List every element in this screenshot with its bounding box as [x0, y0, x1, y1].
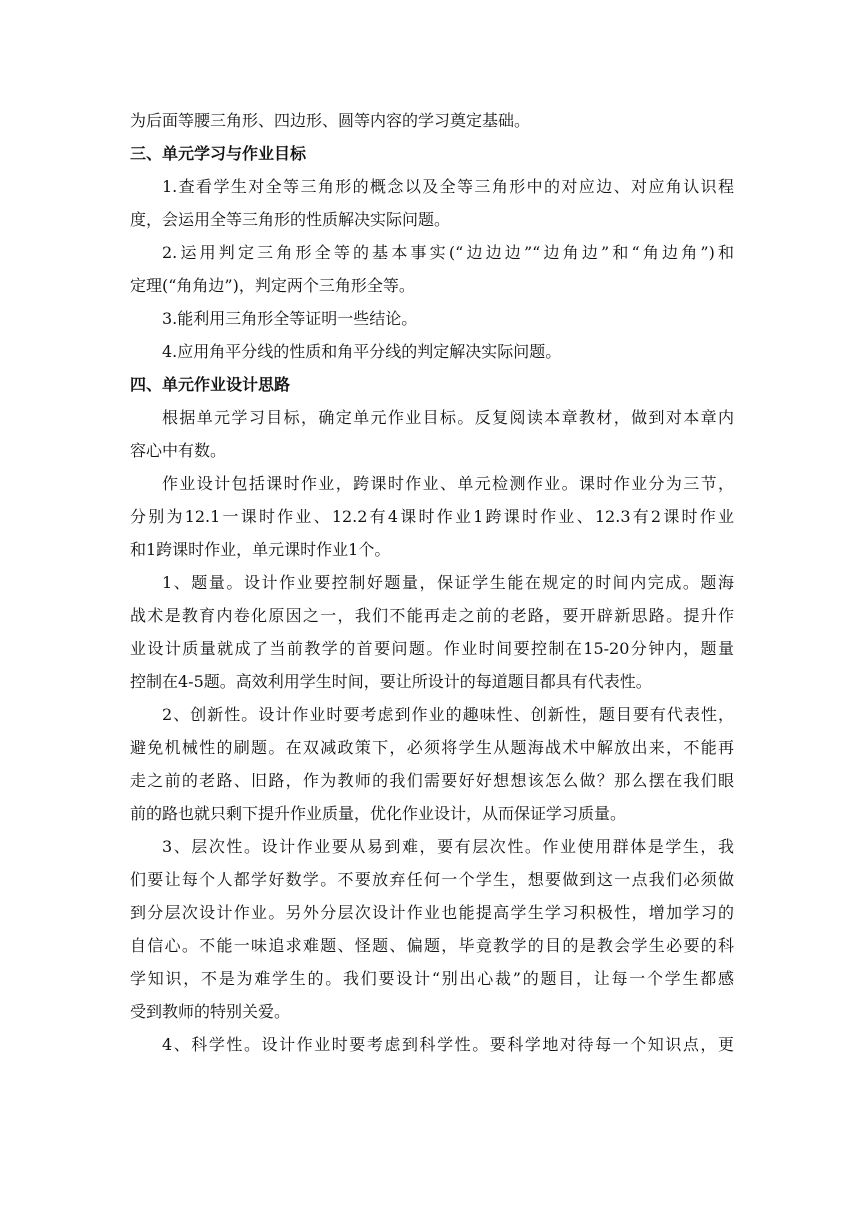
- paragraph-line: 3.能利用三角形全等证明一些结论。: [162, 309, 418, 328]
- paragraph-line: 战术是教育内卷化原因之一，我们不能再走之前的老路，要开辟新思路。提升作: [130, 606, 734, 625]
- paragraph-line: 和1跨课时作业，单元课时作业1个。: [130, 540, 391, 559]
- paragraph-line: 控制在4-5题。高效利用学生时间，要让所设计的每道题目都具有代表性。: [130, 672, 652, 691]
- section-heading: 三、单元学习与作业目标: [130, 144, 307, 163]
- paragraph-line: 走之前的老路、旧路，作为教师的我们需要好好想想该怎么做？那么摆在我们眼: [130, 771, 734, 790]
- paragraph-line: 学知识，不是为难学生的。我们要设计“别出心裁”的题目，让每一个学生都感: [130, 969, 734, 988]
- paragraph-line: 根据单元学习目标，确定单元作业目标。反复阅读本章教材，做到对本章内: [162, 408, 734, 427]
- paragraph-line: 1.查看学生对全等三角形的概念以及全等三角形中的对应边、对应角认识程: [162, 177, 734, 196]
- paragraph-line: 自信心。不能一味追求难题、怪题、偏题，毕竟教学的目的是教会学生必要的科: [130, 936, 734, 955]
- paragraph-line: 2.运用判定三角形全等的基本事实(“边边边”“边角边”和“角边角”)和: [162, 243, 734, 262]
- section-heading: 四、单元作业设计思路: [130, 375, 291, 394]
- paragraph-line: 们要让每个人都学好数学。不要放弃任何一个学生，想要做到这一点我们必须做: [130, 870, 734, 889]
- paragraph-line: 到分层次设计作业。另外分层次设计作业也能提高学生学习积极性，增加学习的: [130, 903, 734, 922]
- paragraph-line: 4、科学性。设计作业时要考虑到科学性。要科学地对待每一个知识点，更: [162, 1035, 734, 1054]
- paragraph-line: 2、创新性。设计作业时要考虑到作业的趣味性、创新性，题目要有代表性，: [162, 705, 734, 724]
- document-body: [130, 104, 734, 1061]
- paragraph-line: 度，会运用全等三角形的性质解决实际问题。: [130, 210, 451, 229]
- paragraph-line: 1、题量。设计作业要控制好题量，保证学生能在规定的时间内完成。题海: [162, 573, 734, 592]
- paragraph-line: 避免机械性的刷题。在双减政策下，必须将学生从题海战术中解放出来，不能再: [130, 738, 734, 757]
- paragraph-line: 4.应用角平分线的性质和角平分线的判定解决实际问题。: [162, 342, 562, 361]
- paragraph-line: 3、层次性。设计作业要从易到难，要有层次性。作业使用群体是学生，我: [162, 837, 734, 856]
- paragraph-line: 容心中有数。: [130, 441, 227, 460]
- paragraph-line: 受到教师的特别关爱。: [130, 1002, 291, 1021]
- paragraph-line: 为后面等腰三角形、四边形、圆等内容的学习奠定基础。: [130, 111, 531, 130]
- paragraph-line: 作业设计包括课时作业，跨课时作业、单元检测作业。课时作业分为三节，: [162, 474, 734, 493]
- paragraph-line: 定理(“角角边”)，判定两个三角形全等。: [130, 276, 415, 295]
- paragraph-line: 业设计质量就成了当前教学的首要问题。作业时间要控制在15-20分钟内，题量: [130, 639, 734, 658]
- paragraph-line: 分别为12.1一课时作业、12.2有4课时作业1跨课时作业、12.3有2课时作业: [130, 507, 734, 526]
- paragraph-line: 前的路也就只剩下提升作业质量，优化作业设计，从而保证学习质量。: [130, 804, 627, 823]
